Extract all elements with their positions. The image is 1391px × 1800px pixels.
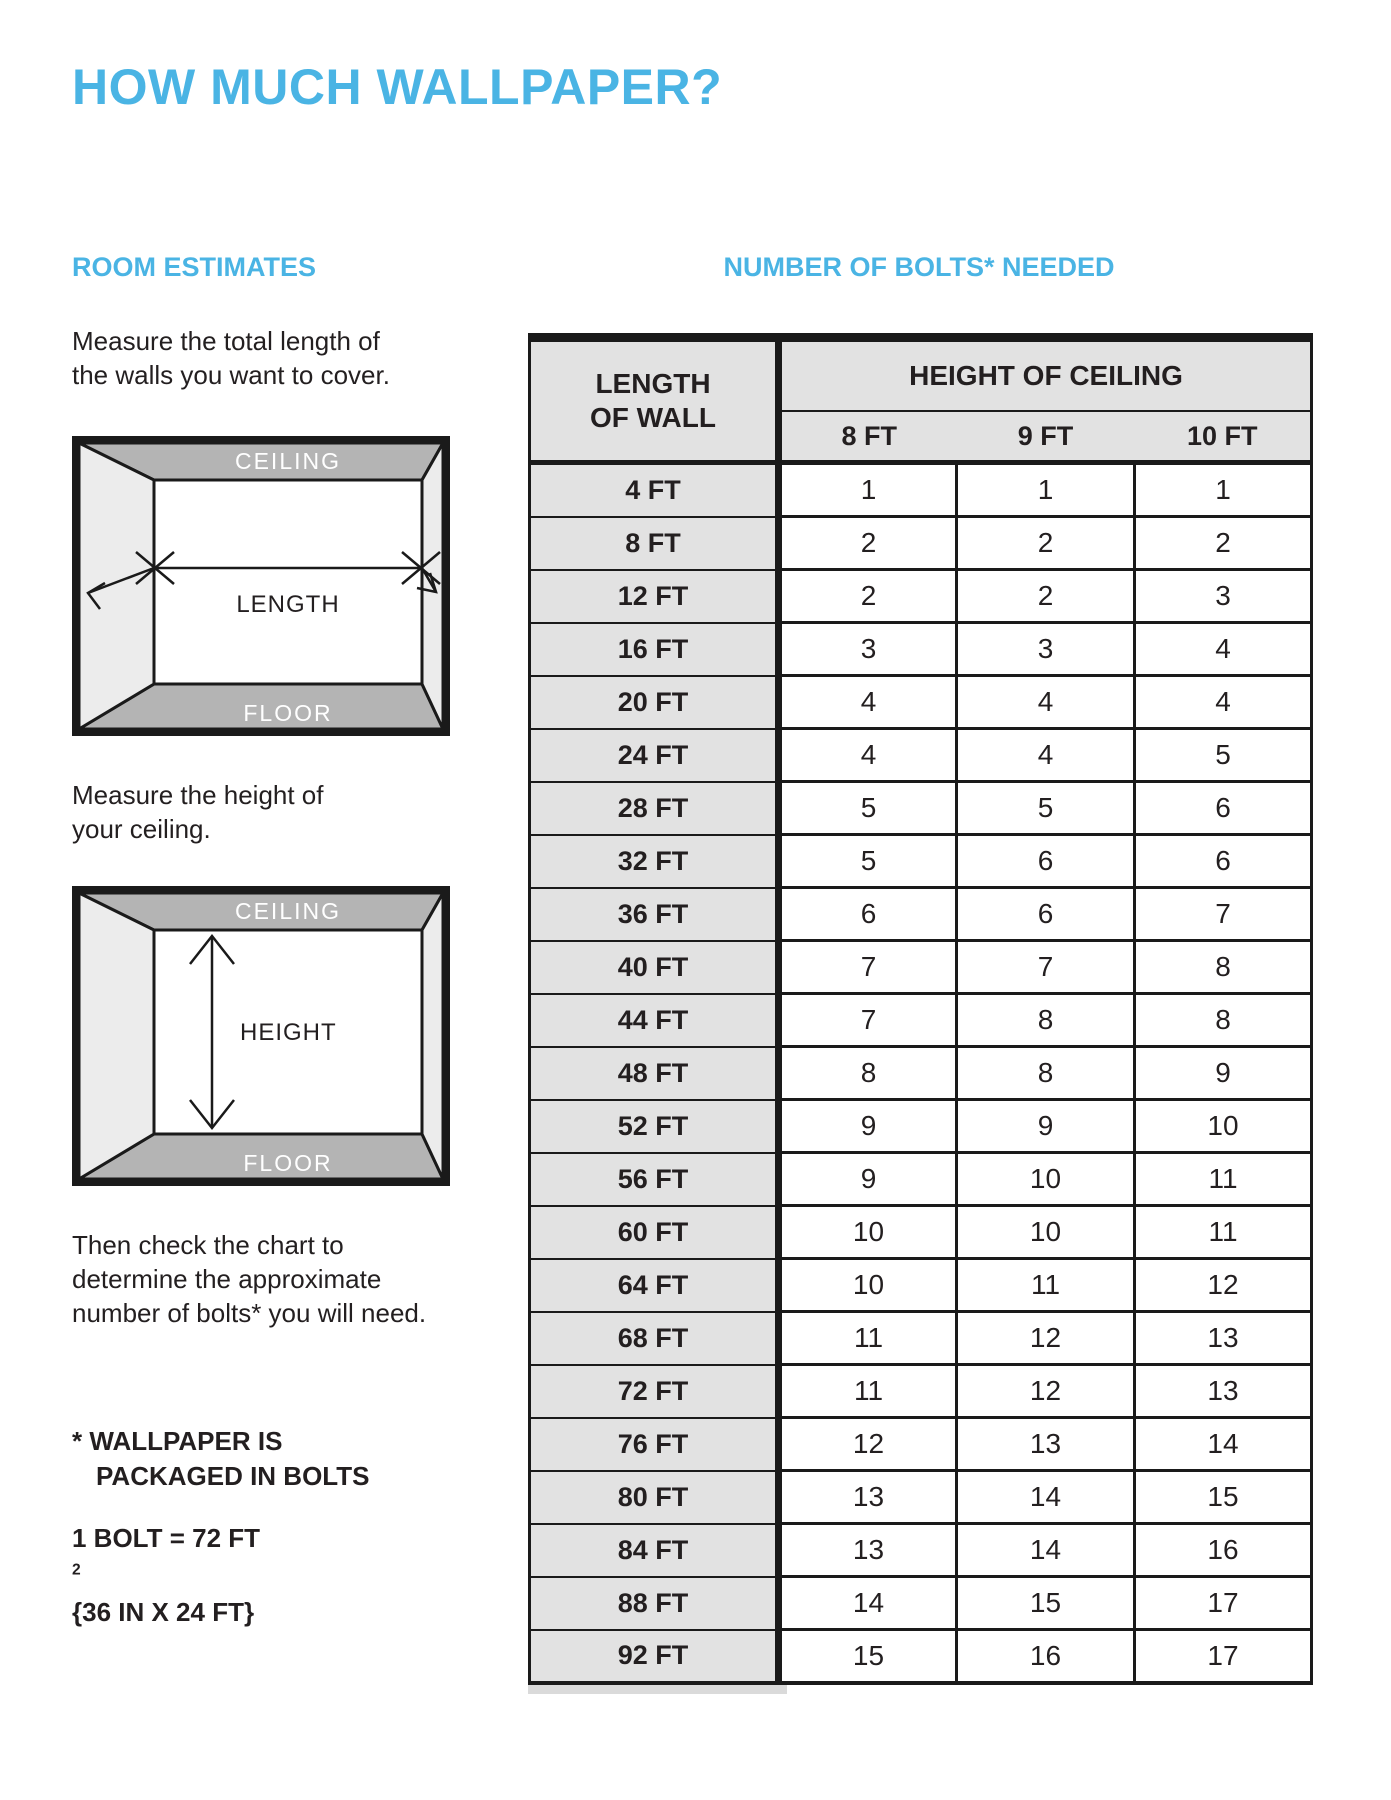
instruction-measure-length [72,324,390,392]
column-header-8ft: 8 FT [779,411,957,463]
bolt-count-cell: 13 [1135,1365,1312,1418]
table-row [530,888,1312,941]
wall-length-cell: 48 FT [530,1047,779,1100]
height-of-ceiling-header: HEIGHT OF CEILING [779,338,1312,412]
note-line: PACKAGED IN BOLTS [96,1461,370,1491]
wall-length-cell: 88 FT [530,1577,779,1630]
table-row [530,729,1312,782]
bolt-count-cell: 5 [957,782,1135,835]
instruction-line: determine the approximate [72,1264,382,1294]
wall-length-cell: 64 FT [530,1259,779,1312]
table-row [530,782,1312,835]
bolt-count-cell: 13 [1135,1312,1312,1365]
wall-length-cell: 68 FT [530,1312,779,1365]
table-row [530,517,1312,570]
wall-length-cell: 24 FT [530,729,779,782]
note-line: * WALLPAPER IS [72,1426,283,1456]
bolt-definition [72,1520,260,1631]
bolts-needed-heading: NUMBER OF BOLTS* NEEDED [723,252,1115,282]
table-row [530,1047,1312,1100]
instruction-line: your ceiling. [72,814,211,844]
bolt-count-cell: 12 [957,1365,1135,1418]
bolt-count-cell: 16 [1135,1524,1312,1577]
bolt-count-cell: 2 [779,570,957,623]
bolt-count-cell: 11 [1135,1153,1312,1206]
back-wall [154,480,422,684]
ceiling-label: CEILING [234,448,342,474]
right-wall [422,893,443,1179]
table-row [530,1524,1312,1577]
table-row [530,1630,1312,1684]
bolt-count-cell: 2 [1135,517,1312,570]
instruction-measure-height [72,778,324,846]
bolt-count-cell: 8 [1135,994,1312,1047]
table-row [530,941,1312,994]
table-row [530,1100,1312,1153]
floor-label: FLOOR [243,1150,333,1176]
wall-length-cell: 8 FT [530,517,779,570]
bolt-count-cell: 14 [779,1577,957,1630]
bolt-exponent: 2 [72,1561,81,1579]
bolt-count-cell: 9 [1135,1047,1312,1100]
length-label: LENGTH [236,591,340,618]
bolt-count-cell: 3 [779,623,957,676]
page-title: HOW MUCH WALLPAPER? [72,59,723,115]
bolt-count-cell: 2 [957,570,1135,623]
bolt-count-cell: 15 [1135,1471,1312,1524]
table-row [530,1471,1312,1524]
bolts-table [528,333,1313,1685]
bolt-count-cell: 5 [1135,729,1312,782]
instruction-line: number of bolts* you will need. [72,1298,427,1328]
bolt-equation: 1 BOLT = 72 FT $^2$ [72,1523,261,1579]
table-row [530,570,1312,623]
instruction-line: Measure the total length of [72,326,380,356]
wall-length-cell: 92 FT [530,1630,779,1684]
bolt-count-cell: 10 [779,1259,957,1312]
bolt-count-cell: 5 [779,782,957,835]
wall-length-cell: 84 FT [530,1524,779,1577]
wall-length-cell: 80 FT [530,1471,779,1524]
bolt-count-cell: 17 [1135,1577,1312,1630]
column-header-9ft: 9 FT [957,411,1135,463]
bolt-count-cell: 8 [957,1047,1135,1100]
bolts-table-container [528,333,1310,1685]
table-row [530,1259,1312,1312]
bolt-count-cell: 8 [779,1047,957,1100]
bolt-count-cell: 17 [1135,1630,1312,1684]
table-row [530,1365,1312,1418]
bolt-count-cell: 4 [1135,676,1312,729]
wall-length-cell: 40 FT [530,941,779,994]
bolt-count-cell: 12 [1135,1259,1312,1312]
table-row [530,463,1312,517]
bolt-count-cell: 15 [957,1577,1135,1630]
bolt-count-cell: 13 [957,1418,1135,1471]
bolt-count-cell: 7 [957,941,1135,994]
bolt-dimensions: {36 IN X 24 FT} [72,1597,255,1627]
bolt-count-cell: 12 [779,1418,957,1471]
bolt-count-cell: 8 [1135,941,1312,994]
room-estimates-heading: ROOM ESTIMATES [72,252,317,282]
table-row [530,623,1312,676]
bolt-count-cell: 12 [957,1312,1135,1365]
bolt-count-cell: 7 [779,941,957,994]
instruction-line: Measure the height of [72,780,324,810]
header-line: LENGTH [595,368,711,399]
bolt-count-cell: 9 [957,1100,1135,1153]
bolt-count-cell: 4 [1135,623,1312,676]
wall-length-cell: 72 FT [530,1365,779,1418]
bolt-count-cell: 6 [779,888,957,941]
bolt-count-cell: 9 [779,1100,957,1153]
bolt-count-cell: 2 [779,517,957,570]
room-height-diagram [72,886,450,1186]
bolt-count-cell: 8 [957,994,1135,1047]
wall-length-cell: 60 FT [530,1206,779,1259]
wall-length-cell: 12 FT [530,570,779,623]
bolt-count-cell: 11 [779,1365,957,1418]
wall-length-cell: 32 FT [530,835,779,888]
bolt-count-cell: 2 [957,517,1135,570]
bolt-count-cell: 4 [957,729,1135,782]
bolt-count-cell: 11 [957,1259,1135,1312]
length-of-wall-header [530,338,779,463]
table-row [530,1312,1312,1365]
room-length-diagram [72,436,450,736]
table-row [530,1206,1312,1259]
bolt-count-cell: 6 [1135,835,1312,888]
bolt-count-cell: 14 [957,1524,1135,1577]
wallpaper-bolts-note [72,1424,369,1494]
bolt-count-cell: 4 [779,676,957,729]
floor-label: FLOOR [243,700,333,726]
bolt-count-cell: 14 [1135,1418,1312,1471]
table-row [530,994,1312,1047]
bolt-count-cell: 3 [957,623,1135,676]
bolt-count-cell: 14 [957,1471,1135,1524]
bolt-count-cell: 1 [957,463,1135,517]
bolt-count-cell: 13 [779,1471,957,1524]
table-row [530,835,1312,888]
column-header-10ft: 10 FT [1135,411,1312,463]
bolt-count-cell: 7 [779,994,957,1047]
height-label: HEIGHT [240,1019,337,1046]
bolt-count-cell: 6 [1135,782,1312,835]
bolt-count-cell: 13 [779,1524,957,1577]
bolt-count-cell: 5 [779,835,957,888]
table-row [530,1418,1312,1471]
bolt-count-cell: 11 [779,1312,957,1365]
instruction-line: the walls you want to cover. [72,360,390,390]
bolt-count-cell: 6 [957,835,1135,888]
bolts-table-body [530,463,1312,1684]
bolt-count-cell: 10 [957,1153,1135,1206]
left-wall [79,893,154,1179]
bolt-count-cell: 10 [779,1206,957,1259]
bolt-count-cell: 9 [779,1153,957,1206]
table-row [530,1153,1312,1206]
bolt-count-cell: 3 [1135,570,1312,623]
bolt-count-cell: 16 [957,1630,1135,1684]
wall-length-cell: 52 FT [530,1100,779,1153]
bolt-count-cell: 10 [957,1206,1135,1259]
bolt-count-cell: 11 [1135,1206,1312,1259]
table-row [530,1577,1312,1630]
bolt-count-cell: 1 [779,463,957,517]
bolt-count-cell: 10 [1135,1100,1312,1153]
wall-length-cell: 20 FT [530,676,779,729]
bolt-count-cell: 15 [779,1630,957,1684]
table-row [530,676,1312,729]
bolt-count-cell: 7 [1135,888,1312,941]
wall-length-cell: 56 FT [530,1153,779,1206]
bolt-count-cell: 6 [957,888,1135,941]
wall-length-cell: 36 FT [530,888,779,941]
wall-length-cell: 28 FT [530,782,779,835]
wall-length-cell: 44 FT [530,994,779,1047]
left-wall [79,443,154,729]
instruction-check-chart [72,1228,426,1330]
ceiling-label: CEILING [234,898,342,924]
wall-length-cell: 76 FT [530,1418,779,1471]
header-line: OF WALL [590,402,716,433]
wall-length-cell: 4 FT [530,463,779,517]
wall-length-cell: 16 FT [530,623,779,676]
instruction-line: Then check the chart to [72,1230,344,1260]
bolt-count-cell: 4 [957,676,1135,729]
bolt-count-cell: 4 [779,729,957,782]
bolt-count-cell: 1 [1135,463,1312,517]
